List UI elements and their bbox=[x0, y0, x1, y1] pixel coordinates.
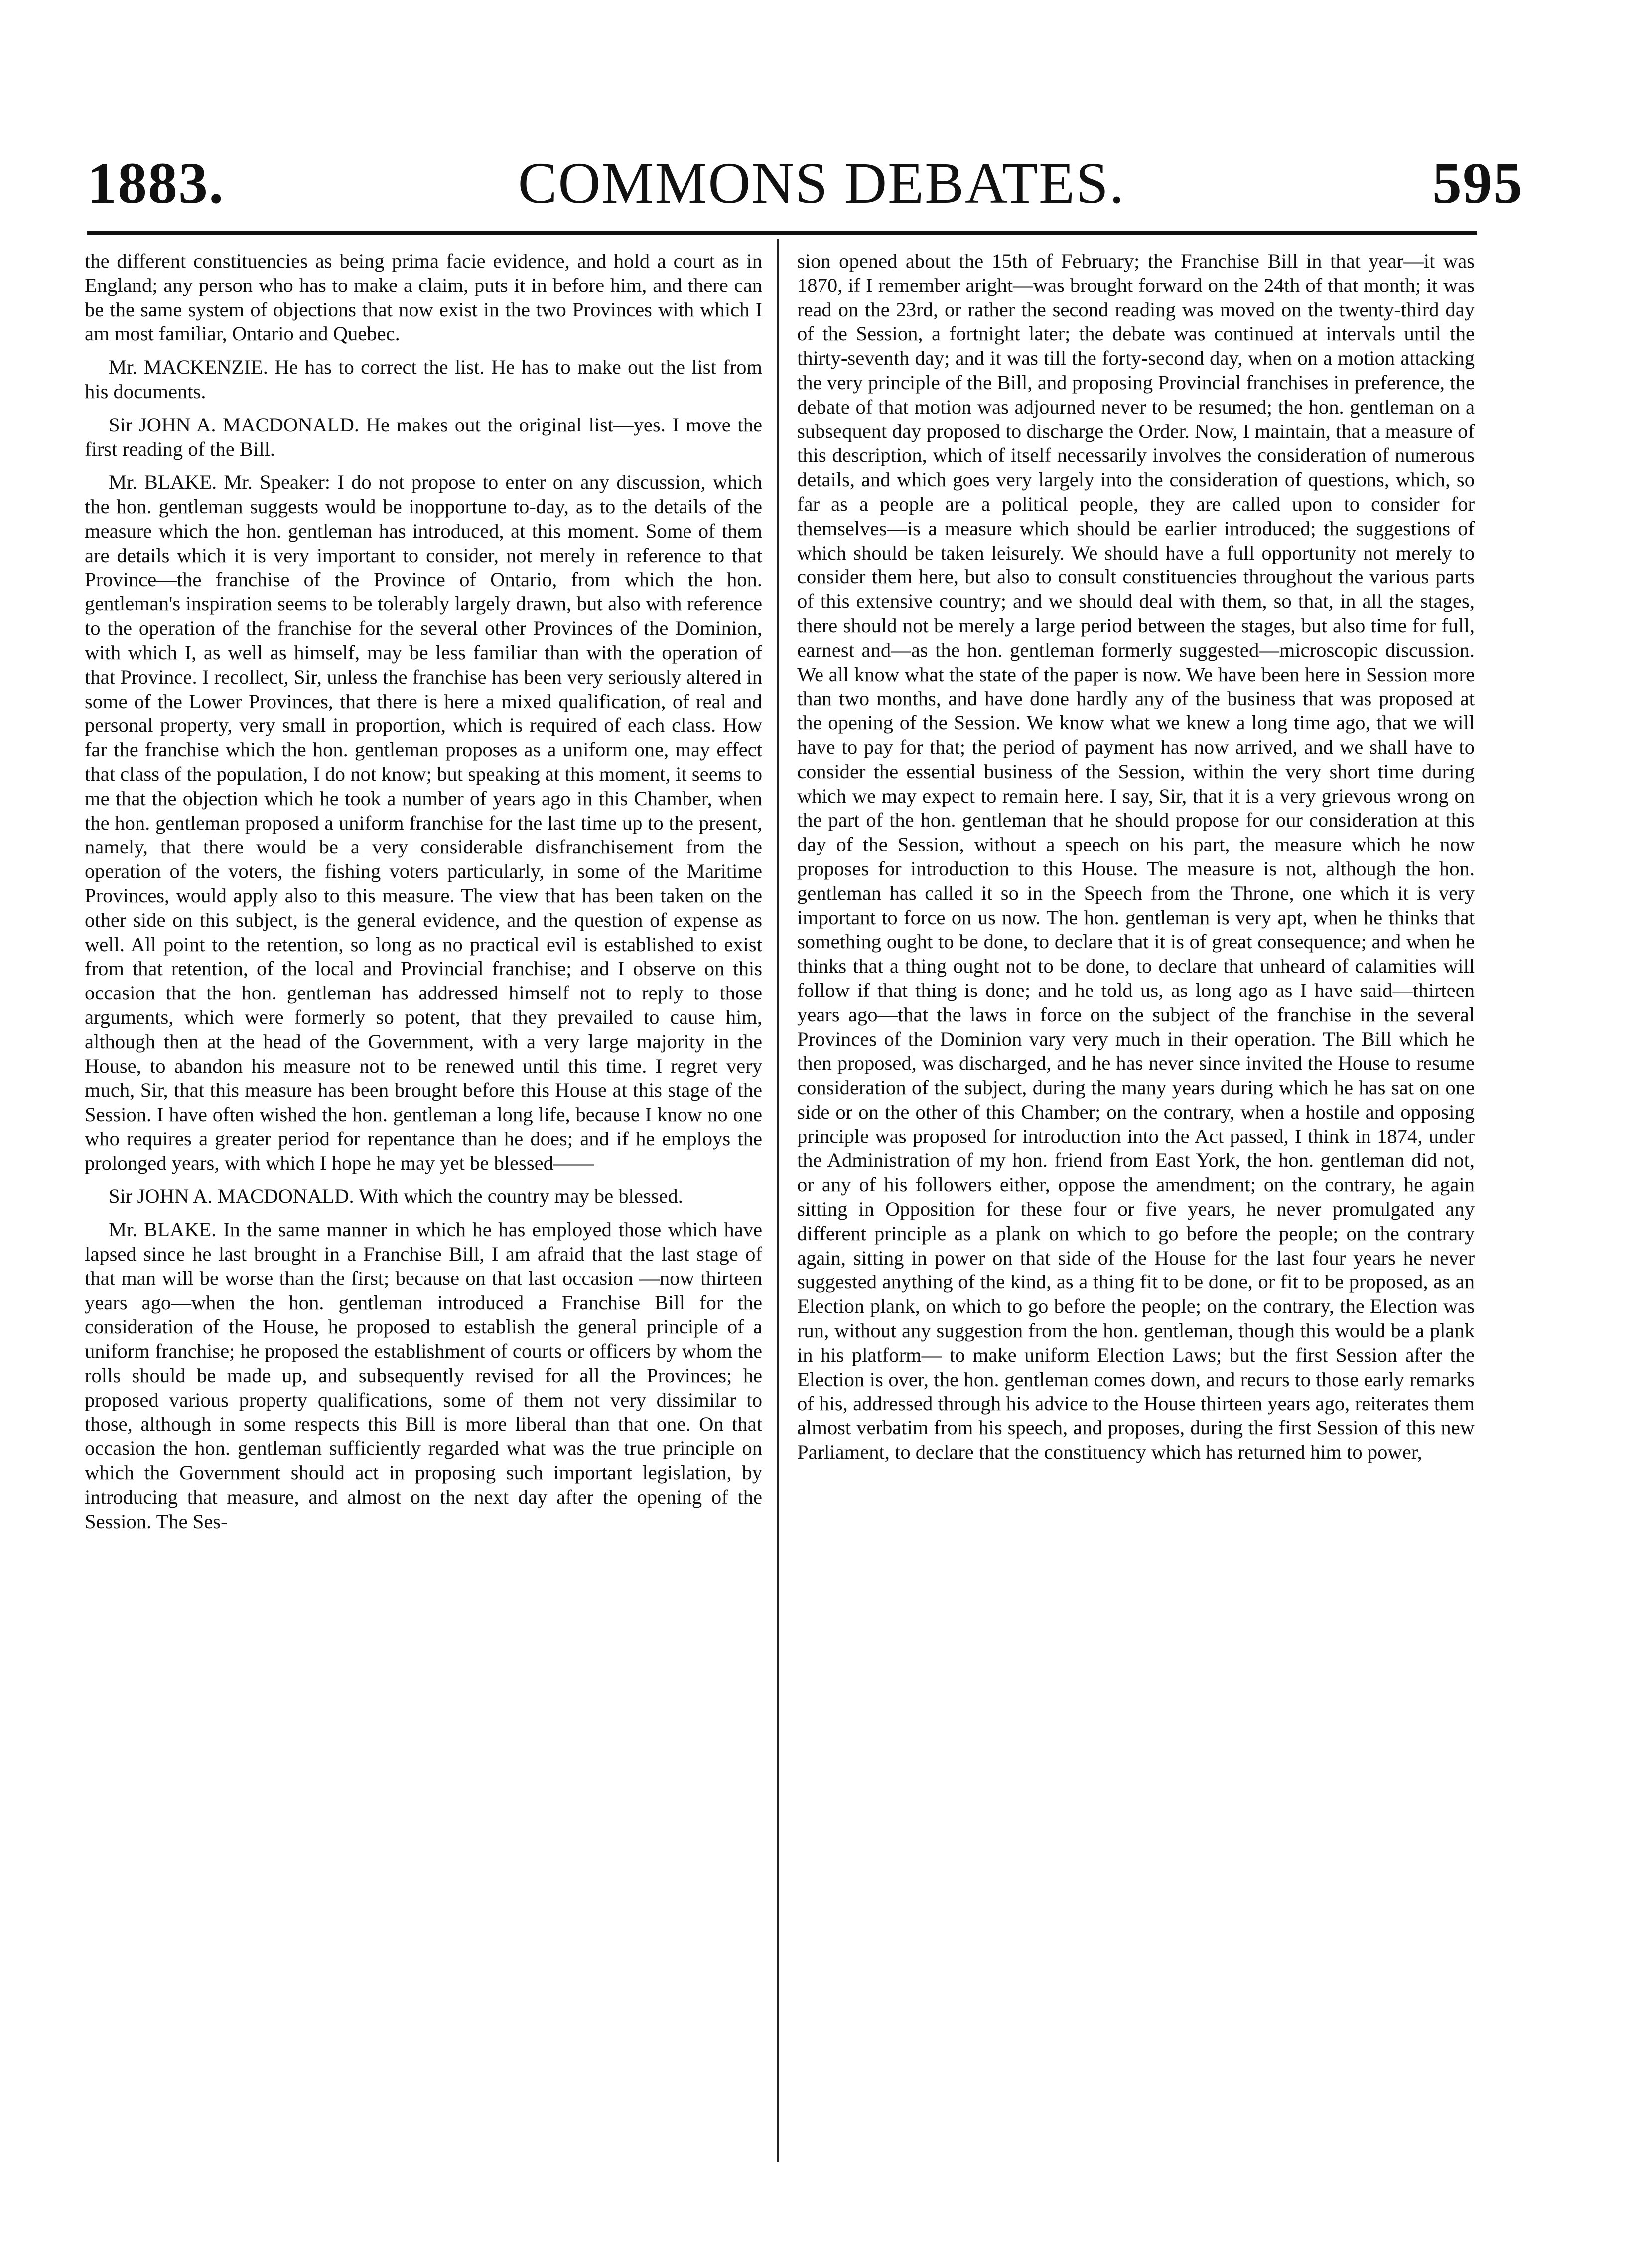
column-divider bbox=[777, 239, 779, 2162]
paragraph: sion opened about the 15th of February; the Franchise Bill in that year—it was 1870, if I remember aright—was brought forward on the 24th of that month; it was read on the 23rd, or rather the second reading was moved on the twenty-third day of the Session, a fortnight later; the debate was continued at intervals until the thirty-seventh day; and it was till the forty-second day, when on a motion attacking the very principle of the Bill, and proposing Provincial franchises in preference, the debate of that motion was adjourned never to be resumed; the hon. gentleman on a subsequent day proposed to discharge the Order. Now, I maintain, that a measure of this description, which of itself necessarily involves the consideration of numerous details, and which goes very largely into the consideration of questions, which, so far as a people are a political people, they are called upon to consider for themselves—is a measure which should be earlier introduced; the suggestions of which should be taken leisurely. We should have a full opportunity not merely to consider them here, but also to consult constituencies throughout the various parts of this extensive country; and we should deal with them, so that, in all the stages, there should not be merely a large period between the stages, but also time for full, earnest and—as the hon. gentleman formerly suggested—microscopic discussion. We all know what the state of the paper is now. We have been here in Session more than two months, and have done hardly any of the business that was proposed at the opening of the Session. We know what we knew a long time ago, that we will have to pay for that; the period of payment has now arrived, and we shall have to consider the essential business of the Session, within the very short time during which we may expect to remain here. I say, Sir, that it is a very grievous wrong on the part of the hon. gentleman that he should propose for our consideration at this day of the Session, without a speech on his part, the measure which he now proposes for introduction to this House. The measure is not, although the hon. gentleman has called it so in the Speech from the Throne, one which it is very important to force on us now. The hon. gentleman is very apt, when he thinks that something ought to be done, to declare that it is of great consequence; and when he thinks that a thing ought not to be done, to declare that unheard of calamities will follow if that thing is done; and he told us, as long ago as I have said—thirteen years ago—that the laws in force on the subject of the franchise in the several Provinces of the Dominion vary very much in their operation. The Bill which he then proposed, was discharged, and he has never since invited the House to resume consideration of the subject, during the many years during which he has sat on one side or on the other of this Chamber; on the contrary, when a hostile and opposing principle was proposed for introduction into the Act passed, I think in 1874, under the Administration of my hon. friend from East York, the hon. gentleman did not, or any of his followers either, oppose the amendment; on the contrary, he again sitting in Opposition for these four or five years, he never promulgated any different principle as a plank on which to go before the people; on the contrary again, sitting in power on that side of the House for the last four years he never suggested anything of the kind, as a thing fit to be done, or fit to be proposed, as an Election plank, on which to go before the people; on the contrary, the Election was run, without any suggestion from the hon. gentleman, though this would be a plank in his platform— to make uniform Election Laws; but the first Session after the Election is over, the hon. gentleman comes down, and recurs to those early remarks of his, addressed through his advice to the House thirteen years ago, reiterates them almost verbatim from his speech, and proposes, during the first Session of this new Parliament, to declare that the constituency which has returned him to power, bbox=[797, 250, 1475, 1464]
page-year: 1883. bbox=[87, 150, 225, 216]
paragraph: Mr. BLAKE. In the same manner in which he has employed those which have lapsed since he last brought in a Franchise Bill, I am afraid that the last stage of that man will be worse than the first; because on that last occasion —now thirteen years ago—when the hon. gentleman introduced a Franchise Bill for the consideration of the House, he proposed to establish the general principle of a uniform franchise; he proposed the establishment of courts or officers by whom the rolls should be made up, and subsequently revised for all the Provinces; he proposed various property qualifications, some of them not very dissimilar to those, although in some respects this Bill is more liberal than that one. On that occasion the hon. gentleman sufficiently regarded what was the true principle on which the Government should act in proposing such important legislation, by introducing that measure, and almost on the next day after the opening of the Session. The Ses- bbox=[85, 1218, 762, 1533]
paragraph: the different constituencies as being prima facie evidence, and hold a court as in England; any person who has to make a claim, puts it in before him, and there can be the same system of objections that now exist in the two Provinces with which I am most familiar, Ontario and Quebec. bbox=[85, 250, 762, 345]
publication-title: COMMONS DEBATES. bbox=[518, 150, 1125, 216]
paragraph: Mr. BLAKE. Mr. Speaker: I do not propose to enter on any discussion, which the hon. gentleman suggests would be inopportune to-day, as to the details of the measure which the hon. gentleman has introduced, at this moment. Some of them are details which it is very important to consider, not merely in reference to that Province—the franchise of the Province of Ontario, from which the hon. gentleman's inspiration seems to be tolerably largely drawn, but also with reference to the operation of the franchise for the several other Provinces of the Dominion, with which I, as well as himself, may be less familiar than with the operation of that Province. I recollect, Sir, unless the franchise has been very seriously altered in some of the Lower Provinces, that there is here a mixed qualification, of real and personal property, very small in proportion, which is required of each class. How far the franchise which the hon. gentleman proposes as a uniform one, may effect that class of the population, I do not know; but speaking at this moment, it seems to me that the objection which he took a number of years ago in this Chamber, when the hon. gentleman proposed a uniform franchise for the last time up to the present, namely, that there would be a very considerable disfranchisement from the operation of the voters, the fishing voters particularly, in some of the Maritime Provinces, would apply also to this measure. The view that has been taken on the other side on this subject, is the general evidence, and the question of expense as well. All point to the retention, so long as no practical evil is established to exist from that retention, of the local and Provincial franchise; and I observe on this occasion that the hon. gentleman has addressed himself not to reply to those arguments, which were formerly so potent, that they prevailed to cause him, although then at the head of the Government, with a very large majority in the House, to abandon his measure not to be renewed until this time. I regret very much, Sir, that this measure has been brought before this House at this stage of the Session. I have often wished the hon. gentleman a long life, because I know no one who requires a greater period for repentance than he does; and if he employs the prolonged years, with which I hope he may yet be blessed—— bbox=[85, 471, 762, 1174]
page-header bbox=[0, 149, 1643, 224]
page-number: 595 bbox=[1432, 150, 1523, 216]
right-column bbox=[797, 249, 1475, 1474]
paragraph: Mr. MACKENZIE. He has to correct the list. He has to make out the list from his documents. bbox=[85, 356, 762, 403]
paragraph: Sir JOHN A. MACDONALD. He makes out the original list—yes. I move the first reading of the Bill. bbox=[85, 413, 762, 460]
left-column bbox=[85, 249, 762, 1543]
paragraph: Sir JOHN A. MACDONALD. With which the country may be blessed. bbox=[109, 1185, 683, 1208]
header-rule bbox=[87, 231, 1477, 235]
